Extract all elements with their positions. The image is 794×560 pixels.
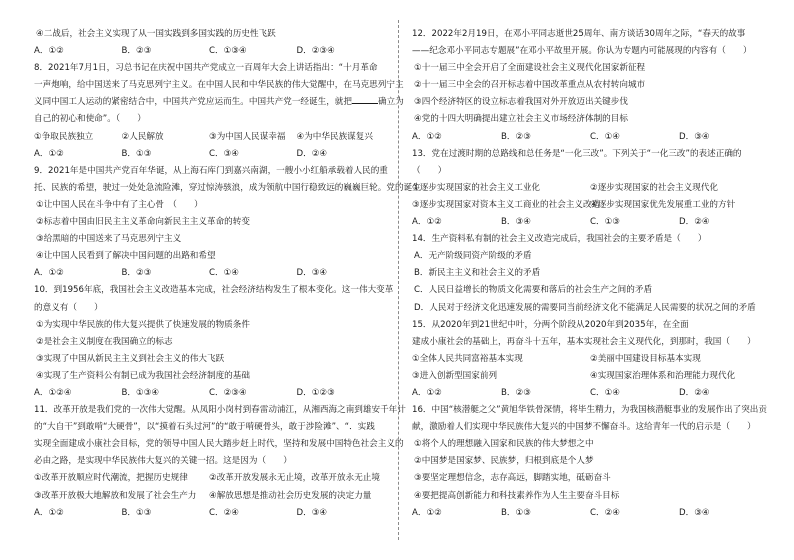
option: C．①④ bbox=[590, 131, 621, 142]
line-text-tail: 确立为 bbox=[377, 97, 404, 108]
option: ②改革开放发展永无止境，改革开放永无止境 bbox=[209, 473, 380, 484]
line-text: 12．2022年2月19日，在邓小平同志逝世25周年、南方谈话30周年之际，“春天的故事 bbox=[412, 29, 746, 39]
text-line bbox=[412, 231, 768, 248]
line-text: 实现全面建成小康社会目标，党的领导中国人民大踏步赶上时代，坚持和发展中国特色社会主义的 bbox=[34, 439, 404, 450]
option: D．②③④ bbox=[296, 46, 335, 57]
option: B．②③ bbox=[501, 387, 531, 398]
text-line bbox=[34, 317, 384, 334]
answer-options bbox=[412, 180, 768, 197]
answer-options bbox=[412, 351, 768, 368]
line-text: 10．到1956年底，我国社会主义改造基本完成，社会经济结构发生了根本变化。这一伟大变革 bbox=[34, 285, 394, 296]
line-text: 托、民族的希望，驶过一处处急流险滩，穿过惊涛骇浪，成为领航中国行稳致远的巍巍巨轮。党的诞生 bbox=[34, 182, 421, 193]
text-line bbox=[412, 317, 768, 334]
line-text: D．人民对于经济文化迅速发展的需要同当前经济文化不能满足人民需要的状况之间的矛盾 bbox=[414, 302, 756, 313]
text-line bbox=[412, 265, 768, 282]
line-text: ②中国梦是国家梦、民族梦，归根到底是个人梦 bbox=[414, 456, 594, 467]
option: B．①③ bbox=[501, 507, 531, 518]
line-text: ①十一届三中全会开启了全面建设社会主义现代化国家新征程 bbox=[414, 63, 646, 74]
option: C．①③④ bbox=[209, 46, 247, 57]
option: ④解放思想是推动社会历史发展的决定力量 bbox=[209, 490, 372, 501]
line-text: 义同中国工人运动的紧密结合中，中国共产党应运而生。中国共产党一经诞生，就把 bbox=[34, 97, 352, 108]
line-text: 一声炮响，给中国送来了马克思列宁主义。在中国人民和中华民族的伟大觉醒中，在马克思列宁主 bbox=[34, 80, 404, 91]
line-text: ②标志着中国由旧民主主义革命向新民主主义革命的转变 bbox=[36, 217, 250, 228]
line-text: ①让中国人民在斗争中有了主心骨 （ ） bbox=[36, 199, 203, 210]
line-text: ③要坚定理想信念，志存高远，脚踏实地，砥砺奋斗 bbox=[414, 473, 611, 484]
option: B．②③ bbox=[121, 46, 152, 57]
option: C．①④ bbox=[590, 387, 621, 398]
answer-options bbox=[412, 214, 768, 231]
answer-options bbox=[412, 129, 768, 146]
text-line bbox=[34, 282, 394, 299]
option: D．①②③ bbox=[296, 387, 335, 398]
text-line bbox=[34, 453, 384, 470]
text-line bbox=[34, 180, 421, 197]
option: D．②④ bbox=[296, 148, 328, 159]
option: ③改革开放极大地解放和发展了社会生产力 bbox=[34, 490, 197, 501]
line-text: ④党的十四大明确提出建立社会主义市场经济体制的目标 bbox=[414, 114, 628, 125]
line-text: 建成小康社会的基础上，再奋斗十五年，基本实现社会主义现代化，到那时，我国（ ） bbox=[412, 336, 756, 347]
text-line bbox=[412, 146, 768, 163]
line-text: ①将个人的理想融入国家和民族的伟大梦想之中 bbox=[414, 439, 594, 450]
option: C．①③ bbox=[590, 217, 621, 228]
option: A．①② bbox=[34, 46, 64, 57]
text-line bbox=[412, 77, 768, 94]
text-line bbox=[34, 436, 404, 453]
option: A．①② bbox=[34, 148, 64, 159]
text-line bbox=[34, 163, 388, 180]
line-text: （ ） bbox=[412, 165, 447, 176]
option: ②逐步实现国家的社会主义现代化 bbox=[590, 182, 719, 193]
text-line bbox=[412, 60, 768, 77]
option: A．①② bbox=[34, 268, 64, 279]
option: ①争取民族独立 bbox=[34, 131, 94, 142]
option: ①改革开放顺应时代潮流，把握历史规律 bbox=[34, 473, 188, 484]
line-text: 的“大自干”到敢啃“大硬骨”，以“摸着石头过河”的“敢于啃硬骨头，敢于涉险滩”、“．实践 bbox=[34, 422, 375, 433]
answer-options bbox=[34, 129, 384, 146]
option: A．①② bbox=[34, 507, 64, 518]
option: A．①②④ bbox=[34, 387, 72, 398]
text-line bbox=[34, 351, 384, 368]
line-text: 9．2021年是中国共产党百年华诞，从上海石库门到嘉兴南湖，一艘小小红船承载着人民的重 bbox=[34, 165, 388, 176]
answer-options bbox=[412, 385, 768, 402]
line-text: 8．2021年7月1日，习总书记在庆祝中国共产党成立一百周年大会上讲话指出：“十月革命 bbox=[34, 63, 378, 74]
text-line bbox=[34, 334, 384, 351]
line-text: ①为实现中华民族的伟大复兴提供了快速发展的物质条件 bbox=[36, 319, 250, 330]
option: ③逐步实现国家对资本主义工商业的社会主义改造 bbox=[412, 199, 601, 210]
answer-options bbox=[412, 505, 768, 522]
line-text: ②十一届三中全会的召开标志着中国改革重点从农村转向城市 bbox=[414, 80, 646, 91]
option: C．②④ bbox=[590, 507, 621, 518]
text-line bbox=[34, 197, 384, 214]
text-line bbox=[34, 77, 404, 94]
answer-options bbox=[34, 146, 384, 163]
option: ③进入创新型国家前列 bbox=[412, 370, 498, 381]
line-text: ②是社会主义制度在我国确立的标志 bbox=[36, 336, 173, 347]
text-line bbox=[412, 111, 768, 128]
line-text: 献，激励着人们实现中华民族伟大复兴的中国梦不懈奋斗。这给青年一代的启示是（ ） bbox=[412, 422, 756, 433]
option: D．③④ bbox=[679, 507, 710, 518]
option: ④逐步实现国家优先发展重工业的方针 bbox=[590, 199, 736, 210]
option: C．②④ bbox=[209, 507, 240, 518]
option: B．②③ bbox=[121, 268, 152, 279]
option: B．①③ bbox=[121, 148, 152, 159]
option: C．②③④ bbox=[209, 387, 247, 398]
option: D．③④ bbox=[296, 507, 328, 518]
text-line bbox=[412, 43, 768, 60]
text-line bbox=[412, 453, 768, 470]
option: C．③④ bbox=[209, 148, 240, 159]
option: D．③④ bbox=[296, 268, 328, 279]
text-line bbox=[412, 402, 768, 419]
option: D．②④ bbox=[679, 217, 710, 228]
text-line bbox=[34, 419, 384, 436]
text-line bbox=[412, 334, 768, 351]
option: ③为中国人民谋幸福 bbox=[209, 131, 286, 142]
text-line bbox=[34, 248, 384, 265]
line-text: 16．中国“核潜艇之父”黄旭华铁骨深情，将毕生精力，为我国核潜艇事业的发展作出了突出贡 bbox=[412, 405, 767, 416]
option: A．①② bbox=[412, 507, 442, 518]
option: B．③④ bbox=[501, 217, 531, 228]
answer-options bbox=[34, 385, 384, 402]
option: ④实现国家治理体系和治理能力现代化 bbox=[590, 370, 736, 381]
text-line bbox=[412, 163, 768, 180]
line-text: 必由之路，是实现中华民族伟大复兴的关键一招。这是因为（ ） bbox=[34, 456, 292, 467]
text-line bbox=[34, 60, 384, 77]
line-text: 15．从2020年到21世纪中叶，分两个阶段从2020年到2035年，在全面 bbox=[412, 319, 689, 330]
line-text: C．人民日益增长的物质文化需要和落后的社会生产之间的矛盾 bbox=[414, 285, 653, 296]
text-line bbox=[34, 214, 384, 231]
option: B．②③ bbox=[501, 131, 531, 142]
line-text: 13．党在过渡时期的总路线和总任务是“一化三改”。下列关于“一化三改”的表述正确的 bbox=[412, 148, 742, 159]
line-text: ③给黑暗的中国送来了马克思列宁主义 bbox=[36, 234, 182, 245]
answer-options bbox=[34, 505, 384, 522]
text-line bbox=[34, 111, 384, 128]
option: ②人民解放 bbox=[121, 131, 164, 142]
line-text: ③实现了中国从新民主主义到社会主义的伟大飞跃 bbox=[36, 353, 225, 364]
line-text: ③四个经济特区的设立标志着我国对外开放迈出关键步伐 bbox=[414, 97, 628, 108]
line-text: ④实现了生产资料公有制已成为我国社会经济制度的基础 bbox=[36, 370, 250, 381]
answer-options bbox=[412, 197, 768, 214]
line-text: 的意义有（ ） bbox=[34, 302, 103, 313]
text-line bbox=[412, 488, 768, 505]
text-line bbox=[412, 282, 768, 299]
answer-options bbox=[34, 43, 384, 60]
text-line bbox=[34, 231, 384, 248]
option: A．①② bbox=[412, 131, 442, 142]
option: C．①④ bbox=[209, 268, 240, 279]
text-line bbox=[34, 368, 384, 385]
line-text: 自己的初心和使命”。（ ） bbox=[34, 114, 146, 125]
text-line bbox=[34, 402, 406, 419]
line-text: ——纪念邓小平同志专题展”在邓小平故里开展。你认为专题内可能展现的内容有（ ） bbox=[412, 46, 752, 57]
answer-options bbox=[34, 488, 384, 505]
text-line bbox=[412, 248, 768, 265]
line-text: 11．改革开放是我们党的一次伟大觉醒。从凤阳小岗村到春雷动浦江，从湘西海之南到雄安千年计 bbox=[34, 405, 406, 416]
text-line bbox=[412, 26, 768, 43]
answer-options bbox=[412, 368, 768, 385]
option: ④为中华民族谋复兴 bbox=[296, 131, 373, 142]
option: A．①② bbox=[412, 387, 442, 398]
option: ①逐步实现国家的社会主义工业化 bbox=[412, 182, 541, 193]
line-text: ④让中国人民看到了解决中国问题的出路和希望 bbox=[36, 251, 216, 262]
left-column bbox=[34, 26, 421, 522]
option: D．③④ bbox=[679, 131, 710, 142]
column-divider bbox=[398, 20, 399, 540]
answer-options bbox=[34, 470, 384, 487]
line-text: ④二战后，社会主义实现了从一国实践到多国实践的历史性飞跃 bbox=[36, 29, 276, 39]
line-text: ④要把提高创新能力和科技素养作为人生主要奋斗目标 bbox=[414, 490, 620, 501]
text-line bbox=[412, 94, 768, 111]
answer-options bbox=[34, 265, 384, 282]
option: A．①② bbox=[412, 217, 442, 228]
line-text: 14．生产资料私有制的社会主义改造完成后，我国社会的主要矛盾是（ ） bbox=[412, 234, 707, 245]
text-line bbox=[412, 419, 768, 436]
line-text: B．新民主主义和社会主义的矛盾 bbox=[414, 268, 541, 279]
option: ①全体人民共同富裕基本实现 bbox=[412, 353, 523, 364]
option: D．②④ bbox=[679, 387, 710, 398]
option: B．①③④ bbox=[121, 387, 160, 398]
line-text: A．无产阶级同资产阶级的矛盾 bbox=[414, 251, 532, 262]
text-line bbox=[412, 470, 768, 487]
fill-blank bbox=[352, 95, 378, 104]
text-line bbox=[34, 94, 404, 111]
option: B．①③ bbox=[121, 507, 152, 518]
right-column bbox=[412, 26, 768, 522]
option: ②美丽中国建设目标基本实现 bbox=[590, 353, 701, 364]
text-line bbox=[412, 300, 768, 317]
text-line bbox=[412, 436, 768, 453]
text-line bbox=[34, 300, 384, 317]
text-line bbox=[34, 26, 384, 43]
